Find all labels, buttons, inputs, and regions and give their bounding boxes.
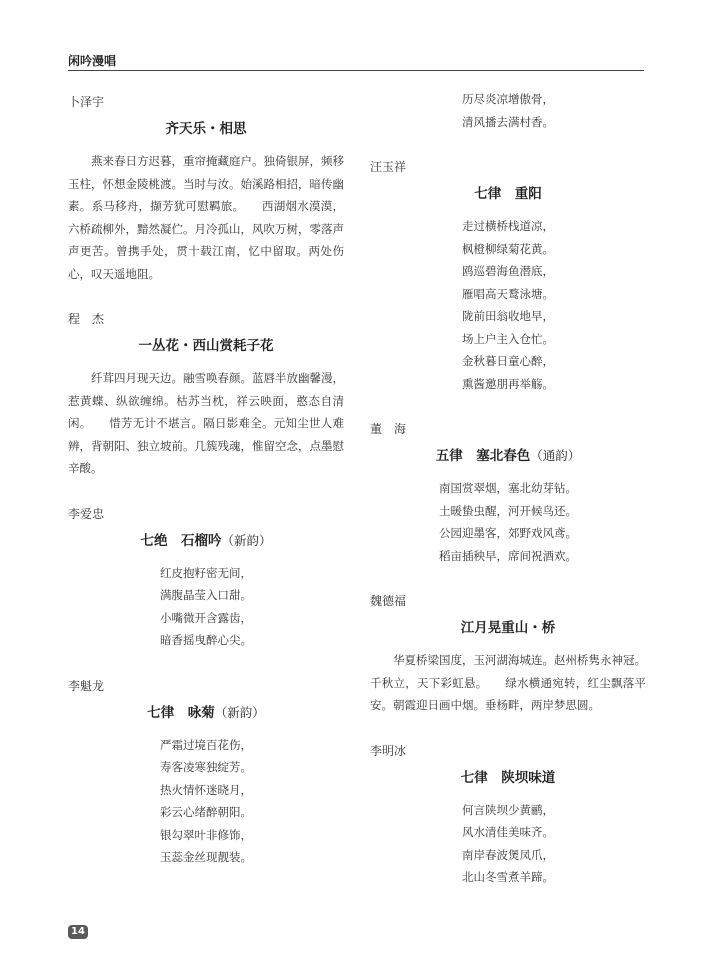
right-column — [370, 88, 646, 889]
poem-title-text: 七律 咏菊 — [147, 704, 215, 721]
verse-line: 走过横桥栈道凉， — [462, 219, 554, 233]
verse-line: 雁唱高天鹜泳塘。 — [462, 286, 554, 301]
verse-line: 稻亩插秧早，席间祝酒欢。 — [439, 548, 577, 563]
verse-line: 彩云心绪醉朝阳。 — [160, 805, 252, 819]
verse-line: 陇前田翁收地早， — [462, 309, 554, 323]
verse-line: 玉蕊金丝现靓装。 — [160, 850, 252, 864]
poem-author: 魏德福 — [370, 594, 407, 608]
header-divider — [68, 70, 644, 71]
poem-author: 李明冰 — [370, 743, 407, 758]
verse-line: 金秋暮日童心醉， — [462, 354, 554, 368]
verse-line: 熏酱邀朋再举觞。 — [462, 376, 554, 391]
verse-line: 枫橙柳绿菊花黄。 — [462, 241, 554, 256]
poem-verse — [68, 734, 344, 869]
poem-author: 李爱忠 — [68, 506, 105, 521]
poem-title-text: 七绝 石榴吟 — [140, 532, 222, 549]
verse-line: 热火情怀迷晓月， — [160, 782, 252, 797]
poem-verse — [68, 562, 344, 652]
poem-verse-continued — [370, 88, 646, 133]
poem-verse — [370, 799, 646, 889]
left-column — [68, 88, 344, 869]
poem-title — [68, 530, 344, 552]
page-number-badge: 14 — [68, 925, 88, 939]
poem-title — [68, 702, 344, 724]
verse-line: 南国赏翠烟，塞北幼芽钻。 — [439, 481, 577, 495]
poem-author: 程杰 — [68, 312, 117, 326]
poem-title: 七律 陕坝味道 — [460, 769, 556, 786]
poem-rhyme-note: （新韵） — [214, 704, 265, 720]
poem-body: 华夏桥梁国度，玉河湖海城连。赵州桥隽永神冠。千秋立，天下彩虹悬。 绿水横通宛转，红尘飘落平安。朝霞迎日画中烟。垂杨畔，两岸梦思圆。 — [370, 653, 646, 712]
poem-title — [370, 445, 646, 467]
poem-title: 七律 重阳 — [474, 186, 542, 202]
verse-line: 寿客凌寒独绽芳。 — [160, 760, 252, 774]
verse-line: 何言陕坝少黄鹂， — [462, 802, 554, 817]
verse-line: 严霜过境百花伤， — [160, 737, 252, 752]
verse-line: 风水清佳美味齐。 — [462, 825, 554, 839]
poem-author: 汪玉祥 — [370, 160, 407, 174]
verse-line: 历尽炎凉增傲骨， — [462, 92, 554, 106]
poem-verse — [370, 477, 646, 567]
poem-rhyme-note: （通韵） — [530, 448, 581, 463]
poem-body: 燕来春日方迟暮，重帘掩藏庭户。独倚银屏，频移玉柱，怀想金陵桃渡。当时与汝。始溪路相招，暗传幽素。系马移舟，撷芳犹可慰羁旅。 西湖烟水漠漠，六桥疏柳外，黯然凝伫。月冷孤山，风吹万树，零落声声更苦。曾携手处，贯十载江南，忆中留取。两处伤心，叹天遥地阻。 — [68, 154, 344, 281]
poem-title: 江月晃重山・桥 — [460, 620, 556, 636]
poem-verse — [370, 215, 646, 395]
verse-line: 清风播去满村香。 — [462, 114, 554, 129]
verse-line: 暗香摇曳醉心尖。 — [160, 633, 252, 647]
verse-line: 鸥巡碧海鱼潜底， — [462, 264, 554, 278]
verse-line: 土暖蛰虫醒，河开候鸟还。 — [439, 503, 577, 518]
poem-rhyme-note: （新韵） — [221, 532, 272, 548]
verse-line: 小嘴微开含露齿， — [160, 610, 252, 625]
verse-line: 南岸春波煲凤爪， — [462, 847, 554, 862]
verse-line: 红皮抱籽密无间， — [160, 565, 252, 580]
poem-title: 一丛花・西山赏耗子花 — [138, 338, 274, 354]
verse-line: 北山冬雪煮羊蹄。 — [462, 870, 554, 884]
verse-line: 银勾翠叶非修饰， — [160, 827, 252, 842]
poem-author: 卜泽宇 — [68, 95, 105, 109]
poem-body: 纤茸四月现天边。融雪唤春颜。蓝唇半放幽馨漫，惹黄蝶、纵欲缠绵。枯苏当枕，祥云映面，憨态自清闲。 惜芳无计不堪言。隔日影难全。元知尘世人难辨，背朝阳、独立坡前。几簇残魂，惟留空念，点墨慰辛酸。 — [68, 371, 344, 475]
verse-line: 满腹晶莹入口甜。 — [160, 588, 252, 602]
verse-line: 公园迎墨客，郊野戏风鸢。 — [439, 526, 577, 540]
poem-title-text: 五律 塞北春色 — [435, 448, 531, 464]
verse-line: 场上户主入仓忙。 — [462, 331, 554, 346]
poem-author: 李魁龙 — [68, 678, 105, 693]
poem-title: 齐天乐・相思 — [165, 121, 247, 137]
section-title: 闲吟漫唱 — [68, 54, 117, 68]
poem-author: 董海 — [370, 422, 419, 436]
